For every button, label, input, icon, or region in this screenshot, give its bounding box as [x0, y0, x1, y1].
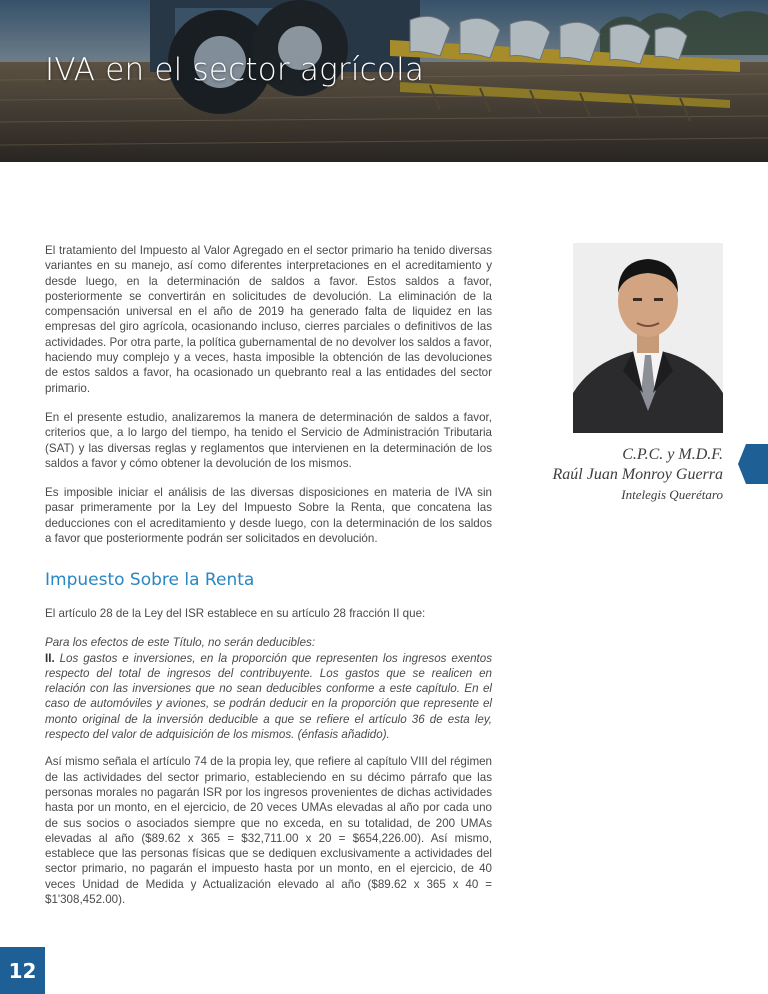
- section-paragraph: El artículo 28 de la Ley del ISR establece en su artículo 28 fracción II que:: [45, 607, 426, 620]
- quote-intro: Para los efectos de este Título, no serán deducibles:: [45, 636, 316, 650]
- author-organization: Intelegis Querétaro: [621, 487, 723, 502]
- author-caption: [553, 445, 724, 505]
- quote-body: Los gastos e inversiones, en la proporción que representen los ingresos exentos respecto del total de ingresos del contribuyente. Los gastos que se realicen en relación con las inversiones que no sean deducibles conforme a este capítulo. En el caso de automóviles y aviones, se podrán deducir en la proporción que represente el monto original de la inversión deducible a que se refiere el artículo 36 de esta ley, respecto del valor de adquisición de los mismos. (énfasis añadido).: [45, 651, 492, 742]
- intro-section: [45, 243, 492, 560]
- section-heading: Impuesto Sobre la Renta: [45, 570, 255, 590]
- intro-paragraph: El tratamiento del Impuesto al Valor Agregado en el sector primario ha tenido diversas variantes en su manejo, así como diferentes interpretaciones en el acreditamiento y desde luego, en la determinación de saldos a favor. Estos saldos a favor, posteriormente se convertirán en solicitudes de devolución. La eliminación de la compensación universal en el año de 2019 ha generado falta de liquidez en las empresas del giro agrícola, ocasionando incluso, cierres parciales o definitivos de las actividades. Por otra parte, la política gubernamental de no devolver los saldos a favor, haciendo muy complejo y a veces, hasta imposible la obtención de las devoluciones de estos saldos a favor, ha ocasionado un quebranto real a las entidades del sector primario.: [45, 244, 492, 395]
- author-name: Raúl Juan Monroy Guerra: [552, 466, 723, 483]
- intro-paragraph: Es imposible iniciar el análisis de las diversas disposiciones en materia de IVA sin pasar primeramente por la Ley del Impuesto Sobre la Renta, que concatena las deducciones con el acreditamiento y desde luego, con la determinación de los saldos a favor que posteriormente podrán ser solicitados en devolución.: [45, 486, 492, 546]
- author-credentials: C.P.C. y M.D.F.: [622, 446, 723, 463]
- law-quote: [45, 635, 492, 742]
- page-title: IVA en el sector agrícola: [45, 52, 425, 88]
- intro-paragraph: En el presente estudio, analizaremos la manera de determinación de saldos a favor, criterios que, a lo largo del tiempo, ha tenido el Servicio de Administración Tributaria (SAT) y las diversas reglas y reglamentos que intervienen en la determinación de los saldos a favor y cómo obtener la devolución de los mismos.: [45, 410, 492, 470]
- hero-banner: [0, 0, 768, 162]
- section-paragraph: Así mismo señala el artículo 74 de la propia ley, que refiere al capítulo VIII del régimen de las actividades del sector primario, estableciendo en su décimo párrafo que las personas morales no pagarán ISR por los ingresos provenientes de dichas actividades hasta por un monto, en el ejercicio, de 20 veces UMAs elevadas al año por cada uno de sus socios o asociados siempre que no exceda, en su totalidad, de 200 UMAs elevadas al año ($89.62 x 365 = $32,711.00 x 20 = $654,226.00). Así mismo, establece que las personas físicas que se dediquen exclusivamente a actividades del sector primario, no pagarán el impuesto hasta por un monto, en el ejercicio, de 40 veces Unidad de Medida y Actualización elevado al año ($89.62 x 365 x 40 = $1'308,452.00).: [45, 755, 492, 907]
- author-photo: [573, 243, 723, 433]
- quote-fraction-number: II.: [45, 651, 55, 665]
- page-number-badge: 12: [0, 947, 45, 994]
- author-portrait-illustration: [573, 243, 723, 433]
- side-tab-marker: [738, 444, 768, 484]
- isr-section: [45, 606, 492, 921]
